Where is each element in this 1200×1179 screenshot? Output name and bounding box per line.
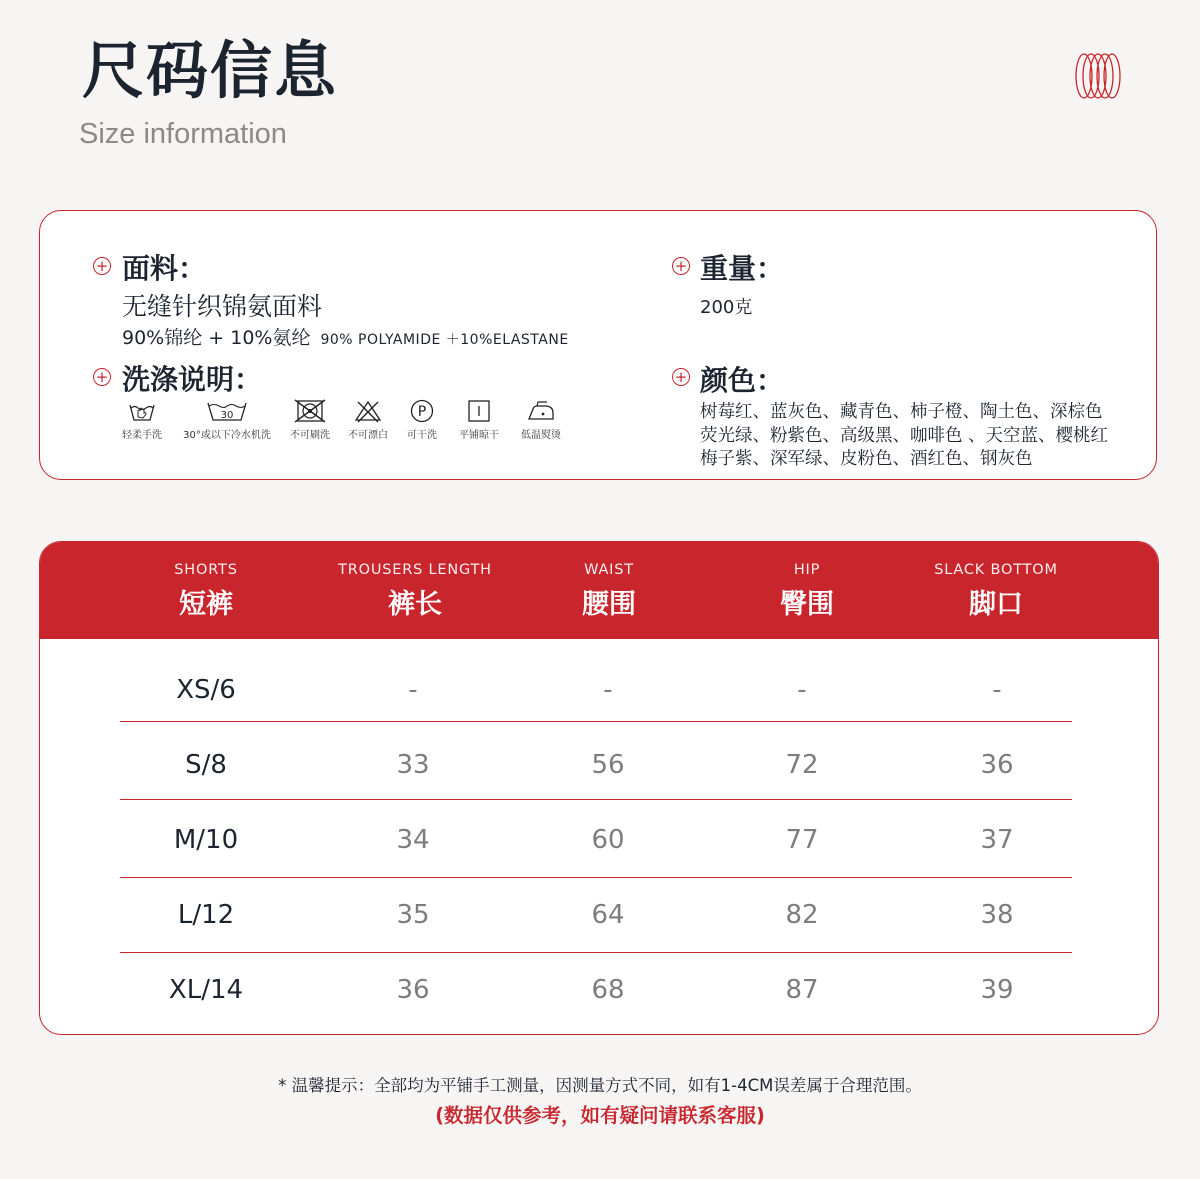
measurement-value: - xyxy=(797,675,807,705)
fabric-composition xyxy=(122,323,569,350)
header-col-trousers-length xyxy=(338,562,492,621)
reference-note: (数据仅供参考，如有疑问请联系客服) xyxy=(435,1104,765,1127)
colors-title: 颜色： xyxy=(700,364,785,397)
measurement-value: - xyxy=(603,675,613,705)
header-zh: 腰围 xyxy=(582,589,636,620)
measurement-value: 36 xyxy=(980,750,1014,780)
wash-item xyxy=(282,399,338,441)
wash-label: 30°或以下冷水机洗 xyxy=(183,430,271,441)
header-col-shorts xyxy=(174,562,237,621)
header-en: WAIST xyxy=(584,562,634,578)
header-col-waist xyxy=(582,562,636,621)
wash-item xyxy=(340,399,396,441)
measurement-value: 38 xyxy=(980,900,1014,930)
wash-label: 轻柔手洗 xyxy=(122,430,162,441)
header-en: SHORTS xyxy=(174,562,238,578)
measurement-value: 56 xyxy=(591,750,625,780)
wash-label: 不可刷洗 xyxy=(290,430,330,441)
weight-title: 重量： xyxy=(700,252,785,285)
size-table-header xyxy=(40,542,1158,639)
measurement-value: 72 xyxy=(785,750,819,780)
measurement-value: 77 xyxy=(785,825,819,855)
svg-text:P: P xyxy=(417,404,427,420)
hand-wash-icon xyxy=(127,399,157,423)
size-table xyxy=(39,541,1159,1035)
dry-clean-p-icon xyxy=(408,399,436,423)
measurement-value: - xyxy=(992,675,1002,705)
measurement-tip: * 温馨提示：全部均为平铺手工测量，因测量方式不同，如有1-4CM误差属于合理范围。 xyxy=(278,1076,922,1095)
plus-circle-icon: + xyxy=(93,368,111,386)
size-label: S/8 xyxy=(185,750,227,780)
measurement-value: 64 xyxy=(591,900,625,930)
measurement-value: 60 xyxy=(591,825,625,855)
measurement-value: 82 xyxy=(785,900,819,930)
color-line: 树莓红、蓝灰色、藏青色、柿子橙、陶土色、深棕色 xyxy=(700,402,1103,422)
plus-circle-icon: + xyxy=(672,368,690,386)
rings-logo-icon xyxy=(1074,52,1122,100)
size-label: XL/14 xyxy=(168,975,244,1005)
row-divider xyxy=(120,952,1072,953)
size-label: L/12 xyxy=(177,900,235,930)
wash-item xyxy=(510,399,572,441)
size-label: XS/6 xyxy=(176,675,236,705)
header-en: TROUSERS LENGTH xyxy=(338,562,492,578)
wash-item xyxy=(172,399,282,441)
row-divider xyxy=(120,877,1072,878)
header-col-hip xyxy=(780,562,834,621)
row-divider xyxy=(120,799,1072,800)
fabric-composition-zh: 90%锦纶 + 10%氨纶 xyxy=(122,327,311,349)
product-info-card xyxy=(39,210,1157,480)
measurement-value: - xyxy=(408,675,418,705)
wash-label: 低温熨烫 xyxy=(521,430,561,441)
machine-wash-30-icon xyxy=(205,399,249,423)
header-zh: 臀围 xyxy=(780,589,834,620)
fabric-name: 无缝针织锦氨面料 xyxy=(122,292,323,321)
fabric-title: 面料： xyxy=(122,252,207,285)
header-zh: 裤长 xyxy=(388,589,442,620)
size-label: M/10 xyxy=(173,825,239,855)
measurement-value: 35 xyxy=(396,900,430,930)
flat-dry-icon xyxy=(465,399,493,423)
measurement-value: 87 xyxy=(785,975,819,1005)
measurement-value: 36 xyxy=(396,975,430,1005)
svg-text:30: 30 xyxy=(220,410,234,421)
plus-circle-icon: + xyxy=(672,257,690,275)
header-zh: 短裤 xyxy=(179,589,233,620)
wash-item xyxy=(398,399,446,441)
wash-label: 不可漂白 xyxy=(348,430,388,441)
plus-circle-icon: + xyxy=(93,257,111,275)
header-en: SLACK BOTTOM xyxy=(934,562,1058,578)
measurement-value: 68 xyxy=(591,975,625,1005)
washing-title: 洗涤说明： xyxy=(122,363,263,396)
header-zh: 脚口 xyxy=(969,589,1023,620)
header-en: HIP xyxy=(793,562,821,578)
fabric-composition-en: 90% POLYAMIDE ＋10%ELASTANE xyxy=(320,332,569,348)
wash-item xyxy=(448,399,510,441)
row-divider xyxy=(120,721,1072,722)
page-title: 尺码信息 xyxy=(82,34,339,107)
no-bleach-icon xyxy=(353,399,383,423)
wash-item xyxy=(112,399,172,441)
weight-value: 200克 xyxy=(700,297,753,318)
wash-label: 可干洗 xyxy=(407,430,437,441)
wash-label: 平铺晾干 xyxy=(459,430,499,441)
low-iron-icon xyxy=(525,399,557,423)
header-col-slack-bottom xyxy=(934,562,1058,621)
color-line: 荧光绿、粉紫色、高级黑、咖啡色 、天空蓝、樱桃红 xyxy=(700,425,1109,446)
measurement-value: 39 xyxy=(980,975,1014,1005)
no-tumble-dry-icon xyxy=(292,399,328,423)
colors-list xyxy=(700,401,1108,472)
measurement-value: 34 xyxy=(396,825,430,855)
measurement-value: 37 xyxy=(980,825,1014,855)
page-subtitle: Size information xyxy=(79,118,287,150)
color-line: 梅子紫、深军绿、皮粉色、酒红色、钢灰色 xyxy=(700,449,1033,469)
measurement-value: 33 xyxy=(396,750,430,780)
